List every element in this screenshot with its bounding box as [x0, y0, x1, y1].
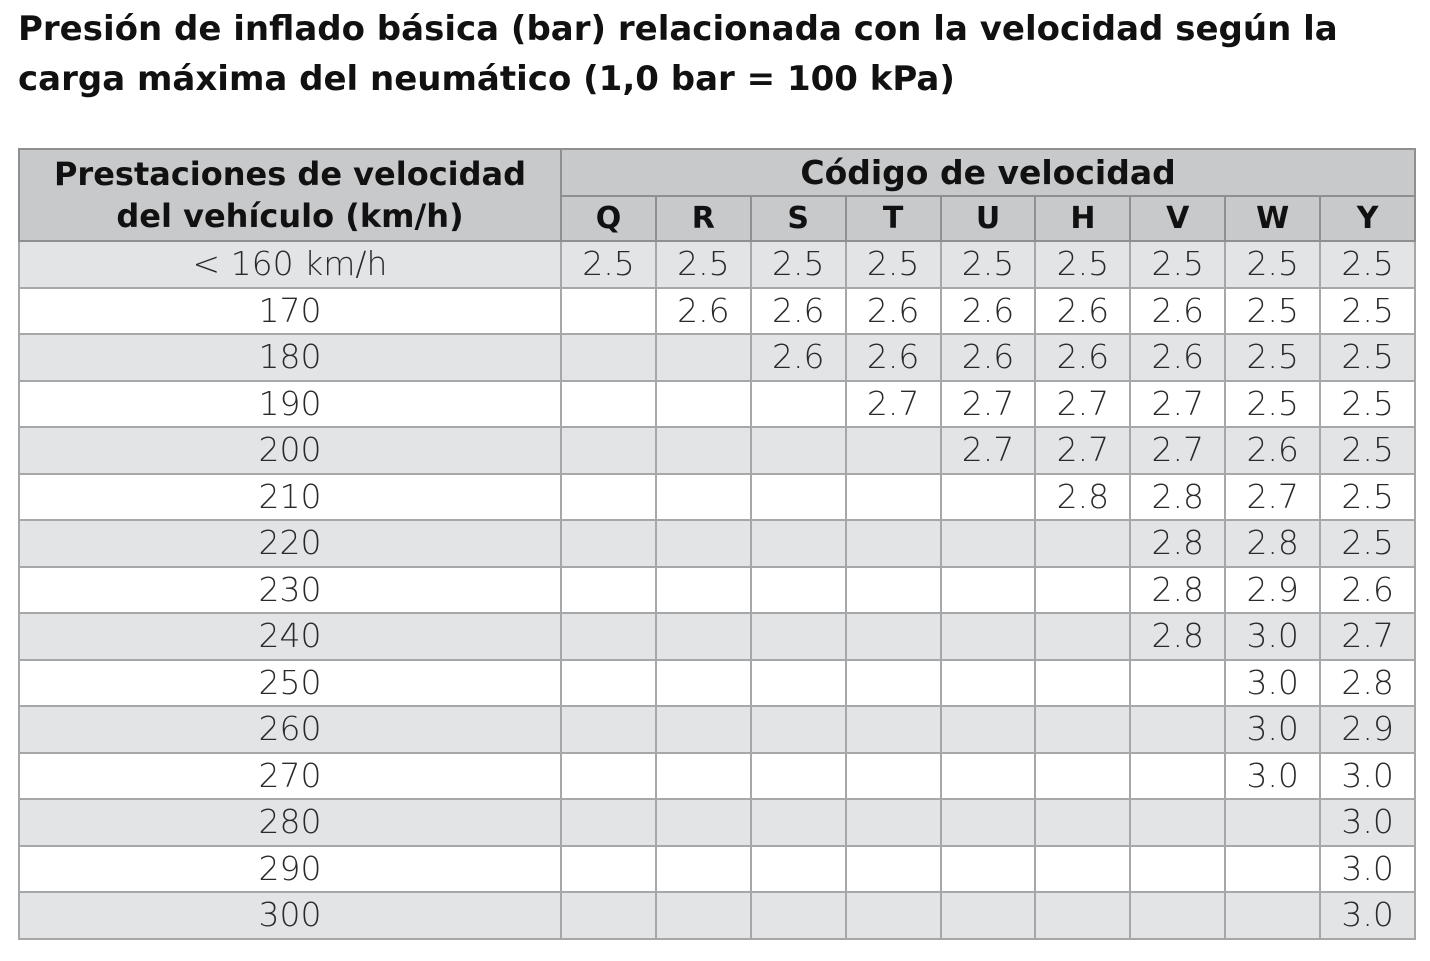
pressure-cell — [751, 846, 846, 893]
speed-cell: 260 — [19, 706, 561, 753]
pressure-cell: 2.5 — [1225, 288, 1320, 335]
table-body — [19, 241, 1415, 939]
pressure-cell — [846, 660, 941, 707]
pressure-cell: 2.8 — [1130, 613, 1225, 660]
pressure-cell: 2.5 — [1320, 381, 1415, 428]
pressure-cell: 2.6 — [1225, 427, 1320, 474]
pressure-cell — [941, 474, 1036, 521]
pressure-table — [18, 148, 1416, 940]
pressure-cell — [941, 706, 1036, 753]
speed-cell: 300 — [19, 892, 561, 939]
pressure-cell — [751, 381, 846, 428]
pressure-cell: 3.0 — [1225, 753, 1320, 800]
pressure-cell — [656, 846, 751, 893]
speed-code-h: H — [1035, 196, 1130, 241]
pressure-cell: 2.7 — [1130, 427, 1225, 474]
speed-cell: 180 — [19, 334, 561, 381]
pressure-cell — [751, 567, 846, 614]
pressure-cell — [751, 892, 846, 939]
pressure-cell — [656, 474, 751, 521]
pressure-cell: 2.7 — [1035, 427, 1130, 474]
pressure-cell: 2.6 — [656, 288, 751, 335]
pressure-cell — [1035, 520, 1130, 567]
pressure-cell — [561, 660, 656, 707]
speed-cell: 170 — [19, 288, 561, 335]
pressure-cell — [751, 427, 846, 474]
speed-code-w: W — [1225, 196, 1320, 241]
pressure-cell — [656, 613, 751, 660]
pressure-cell: 2.6 — [1035, 334, 1130, 381]
pressure-cell — [846, 799, 941, 846]
pressure-cell — [846, 892, 941, 939]
pressure-cell: 2.5 — [1225, 241, 1320, 288]
pressure-cell — [846, 520, 941, 567]
pressure-cell — [656, 753, 751, 800]
pressure-cell: 3.0 — [1320, 892, 1415, 939]
pressure-cell — [1130, 706, 1225, 753]
pressure-cell: 2.5 — [846, 241, 941, 288]
pressure-cell: 2.6 — [846, 288, 941, 335]
pressure-cell — [1035, 753, 1130, 800]
pressure-cell: 2.8 — [1130, 567, 1225, 614]
pressure-cell — [561, 520, 656, 567]
pressure-cell: 2.6 — [941, 334, 1036, 381]
pressure-cell — [751, 799, 846, 846]
pressure-cell — [1225, 846, 1320, 893]
table-row — [19, 241, 1415, 288]
pressure-cell — [656, 334, 751, 381]
table-row — [19, 520, 1415, 567]
pressure-cell — [941, 846, 1036, 893]
pressure-cell — [561, 892, 656, 939]
pressure-cell — [656, 567, 751, 614]
speed-code-t: T — [846, 196, 941, 241]
pressure-cell — [1130, 846, 1225, 893]
speed-header-line1: Prestaciones de velocidad — [53, 155, 527, 193]
pressure-cell — [561, 613, 656, 660]
speed-code-s: S — [751, 196, 846, 241]
pressure-cell: 2.7 — [1320, 613, 1415, 660]
pressure-cell: 2.5 — [941, 241, 1036, 288]
speed-cell: 220 — [19, 520, 561, 567]
table-row — [19, 660, 1415, 707]
pressure-cell: 2.9 — [1320, 706, 1415, 753]
pressure-cell — [941, 799, 1036, 846]
page-title: Presión de inflado básica (bar) relacionada con la velocidad según la carga máxima del neumático (1,0 bar = 100 kPa) — [18, 9, 1338, 99]
pressure-cell: 2.5 — [1035, 241, 1130, 288]
pressure-cell — [1035, 706, 1130, 753]
pressure-cell: 2.6 — [1035, 288, 1130, 335]
pressure-cell: 2.6 — [941, 288, 1036, 335]
pressure-cell — [1035, 613, 1130, 660]
speed-cell: < 160 km/h — [19, 241, 561, 288]
pressure-cell: 2.5 — [1320, 288, 1415, 335]
speed-code-v: V — [1130, 196, 1225, 241]
pressure-cell — [846, 474, 941, 521]
speed-cell: 210 — [19, 474, 561, 521]
pressure-cell — [846, 427, 941, 474]
pressure-cell: 2.6 — [1130, 288, 1225, 335]
pressure-cell — [1035, 799, 1130, 846]
pressure-cell — [751, 660, 846, 707]
table-row — [19, 846, 1415, 893]
pressure-cell: 2.5 — [656, 241, 751, 288]
table-row — [19, 892, 1415, 939]
table-row — [19, 567, 1415, 614]
speed-cell: 200 — [19, 427, 561, 474]
pressure-cell: 3.0 — [1225, 660, 1320, 707]
speed-header-line2: del vehículo (km/h) — [116, 197, 464, 235]
speed-code-u: U — [941, 196, 1036, 241]
pressure-cell: 2.5 — [1320, 520, 1415, 567]
pressure-cell: 2.8 — [1130, 474, 1225, 521]
pressure-cell: 3.0 — [1225, 613, 1320, 660]
pressure-cell: 2.7 — [846, 381, 941, 428]
pressure-cell: 2.7 — [941, 427, 1036, 474]
pressure-cell: 2.7 — [1035, 381, 1130, 428]
pressure-cell — [561, 706, 656, 753]
pressure-cell: 2.5 — [1130, 241, 1225, 288]
speed-cell: 270 — [19, 753, 561, 800]
table-row — [19, 706, 1415, 753]
speed-cell: 290 — [19, 846, 561, 893]
pressure-cell — [561, 381, 656, 428]
speed-cell: 230 — [19, 567, 561, 614]
pressure-cell: 2.5 — [751, 241, 846, 288]
table-row — [19, 334, 1415, 381]
speed-column-header — [19, 149, 561, 241]
pressure-cell — [941, 520, 1036, 567]
pressure-cell — [1035, 660, 1130, 707]
pressure-cell — [656, 381, 751, 428]
pressure-cell — [846, 567, 941, 614]
pressure-cell — [561, 474, 656, 521]
pressure-cell: 2.6 — [751, 334, 846, 381]
pressure-cell — [561, 427, 656, 474]
pressure-cell — [656, 799, 751, 846]
speed-code-header: Código de velocidad — [561, 149, 1415, 196]
pressure-cell — [561, 753, 656, 800]
pressure-cell: 3.0 — [1320, 846, 1415, 893]
table-header — [19, 149, 1415, 241]
pressure-cell — [846, 753, 941, 800]
pressure-cell: 2.5 — [1320, 474, 1415, 521]
pressure-cell: 3.0 — [1320, 799, 1415, 846]
table-row — [19, 474, 1415, 521]
pressure-cell: 2.6 — [846, 334, 941, 381]
pressure-cell — [1130, 799, 1225, 846]
speed-cell: 190 — [19, 381, 561, 428]
pressure-cell — [1035, 892, 1130, 939]
pressure-cell — [561, 334, 656, 381]
pressure-cell — [656, 520, 751, 567]
pressure-cell: 2.8 — [1320, 660, 1415, 707]
pressure-cell — [941, 892, 1036, 939]
pressure-cell: 2.6 — [1320, 567, 1415, 614]
table-row — [19, 799, 1415, 846]
pressure-cell: 2.5 — [561, 241, 656, 288]
pressure-cell: 2.6 — [1130, 334, 1225, 381]
pressure-cell — [656, 660, 751, 707]
pressure-cell: 2.5 — [1225, 381, 1320, 428]
speed-code-q: Q — [561, 196, 656, 241]
pressure-cell — [751, 753, 846, 800]
pressure-cell — [1035, 567, 1130, 614]
pressure-cell — [751, 613, 846, 660]
pressure-cell — [751, 474, 846, 521]
speed-cell: 250 — [19, 660, 561, 707]
pressure-cell — [751, 706, 846, 753]
pressure-cell — [1130, 753, 1225, 800]
pressure-cell: 3.0 — [1225, 706, 1320, 753]
pressure-cell — [846, 706, 941, 753]
pressure-cell — [941, 567, 1036, 614]
pressure-cell: 2.5 — [1320, 334, 1415, 381]
pressure-cell — [751, 520, 846, 567]
pressure-cell: 2.8 — [1035, 474, 1130, 521]
speed-cell: 280 — [19, 799, 561, 846]
pressure-cell — [1225, 892, 1320, 939]
table-row — [19, 381, 1415, 428]
pressure-cell — [561, 288, 656, 335]
pressure-cell — [941, 753, 1036, 800]
pressure-cell — [846, 846, 941, 893]
pressure-cell — [941, 660, 1036, 707]
pressure-cell — [656, 706, 751, 753]
speed-cell: 240 — [19, 613, 561, 660]
pressure-cell: 2.7 — [1130, 381, 1225, 428]
speed-code-y: Y — [1320, 196, 1415, 241]
table-row — [19, 753, 1415, 800]
pressure-cell: 2.8 — [1225, 520, 1320, 567]
pressure-cell — [941, 613, 1036, 660]
pressure-cell — [1035, 846, 1130, 893]
pressure-cell: 3.0 — [1320, 753, 1415, 800]
pressure-cell — [561, 846, 656, 893]
pressure-cell: 2.7 — [941, 381, 1036, 428]
table-row — [19, 427, 1415, 474]
pressure-cell — [846, 613, 941, 660]
pressure-cell: 2.5 — [1320, 427, 1415, 474]
pressure-cell: 2.7 — [1225, 474, 1320, 521]
pressure-cell — [656, 892, 751, 939]
speed-code-r: R — [656, 196, 751, 241]
pressure-cell — [656, 427, 751, 474]
pressure-cell — [1130, 660, 1225, 707]
pressure-cell — [1225, 799, 1320, 846]
pressure-cell: 2.5 — [1320, 241, 1415, 288]
table-row — [19, 613, 1415, 660]
pressure-cell: 2.5 — [1225, 334, 1320, 381]
pressure-cell — [1130, 892, 1225, 939]
pressure-cell — [561, 799, 656, 846]
pressure-cell — [561, 567, 656, 614]
pressure-cell: 2.8 — [1130, 520, 1225, 567]
table-row — [19, 288, 1415, 335]
pressure-cell: 2.9 — [1225, 567, 1320, 614]
pressure-cell: 2.6 — [751, 288, 846, 335]
